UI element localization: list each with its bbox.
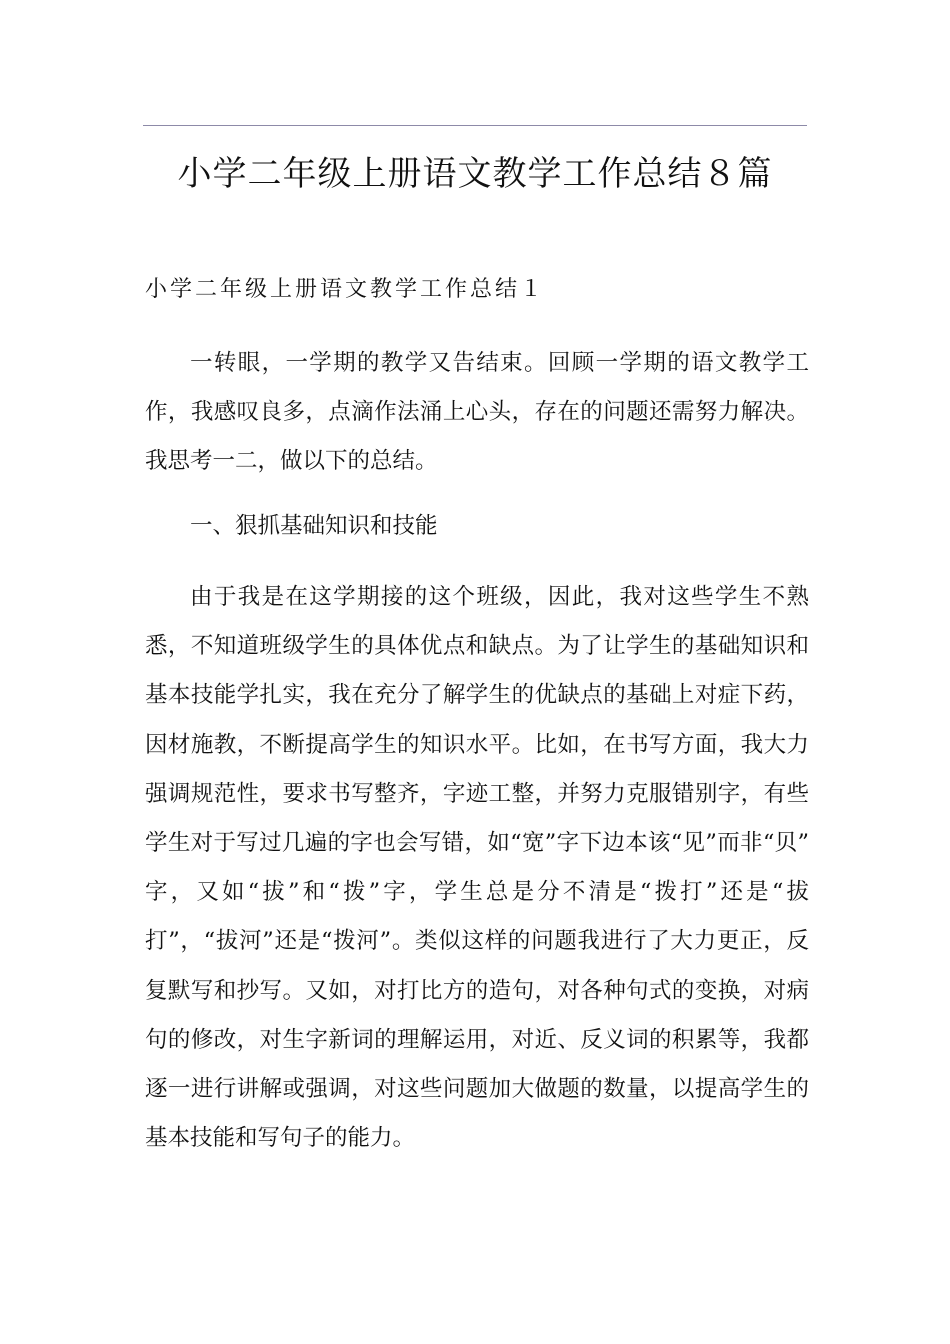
body-paragraph: 由于我是在这学期接的这个班级，因此，我对这些学生不熟悉，不知道班级学生的具体优点和缺点。为了让学生的基础知识和基本技能学扎实，我在充分了解学生的优缺点的基础上对症下药，因材施教，不断提高学生的知识水平。比如，在书写方面，我大力强调规范性，要求书写整齐，字迹工整，并努力克服错别字，有些学生对于写过几遍的字也会写错，如“宽”字下边本该“见”而非“贝” 字，又如“拔”和“拨”字，学生总是分不清是“拨打”还是“拔打”，“拔河”还是“拨河”。类似这样的问题我进行了大力更正，反复默写和抄写。又如，对打比方的造句，对各种句式的变换，对病句的修改，对生字新词的理解运用，对近、反义词的积累等，我都逐一进行讲解或强调，对这些问题加大做题的数量，以提高学生的基本技能和写句子的能力。	[145, 584, 809, 1152]
header-rule	[143, 125, 807, 126]
intro-paragraph: 一转眼，一学期的教学又告结束。回顾一学期的语文教学工作，我感叹良多，点滴作法涌上心头，存在的问题还需努力解决。我思考一二，做以下的总结。	[145, 350, 809, 475]
subheading-paragraph: 一、狠抓基础知识和技能	[190, 513, 438, 539]
section-heading: 小学二年级上册语文教学工作总结１	[145, 277, 546, 302]
document-title: 小学二年级上册语文教学工作总结８篇	[177, 154, 773, 194]
